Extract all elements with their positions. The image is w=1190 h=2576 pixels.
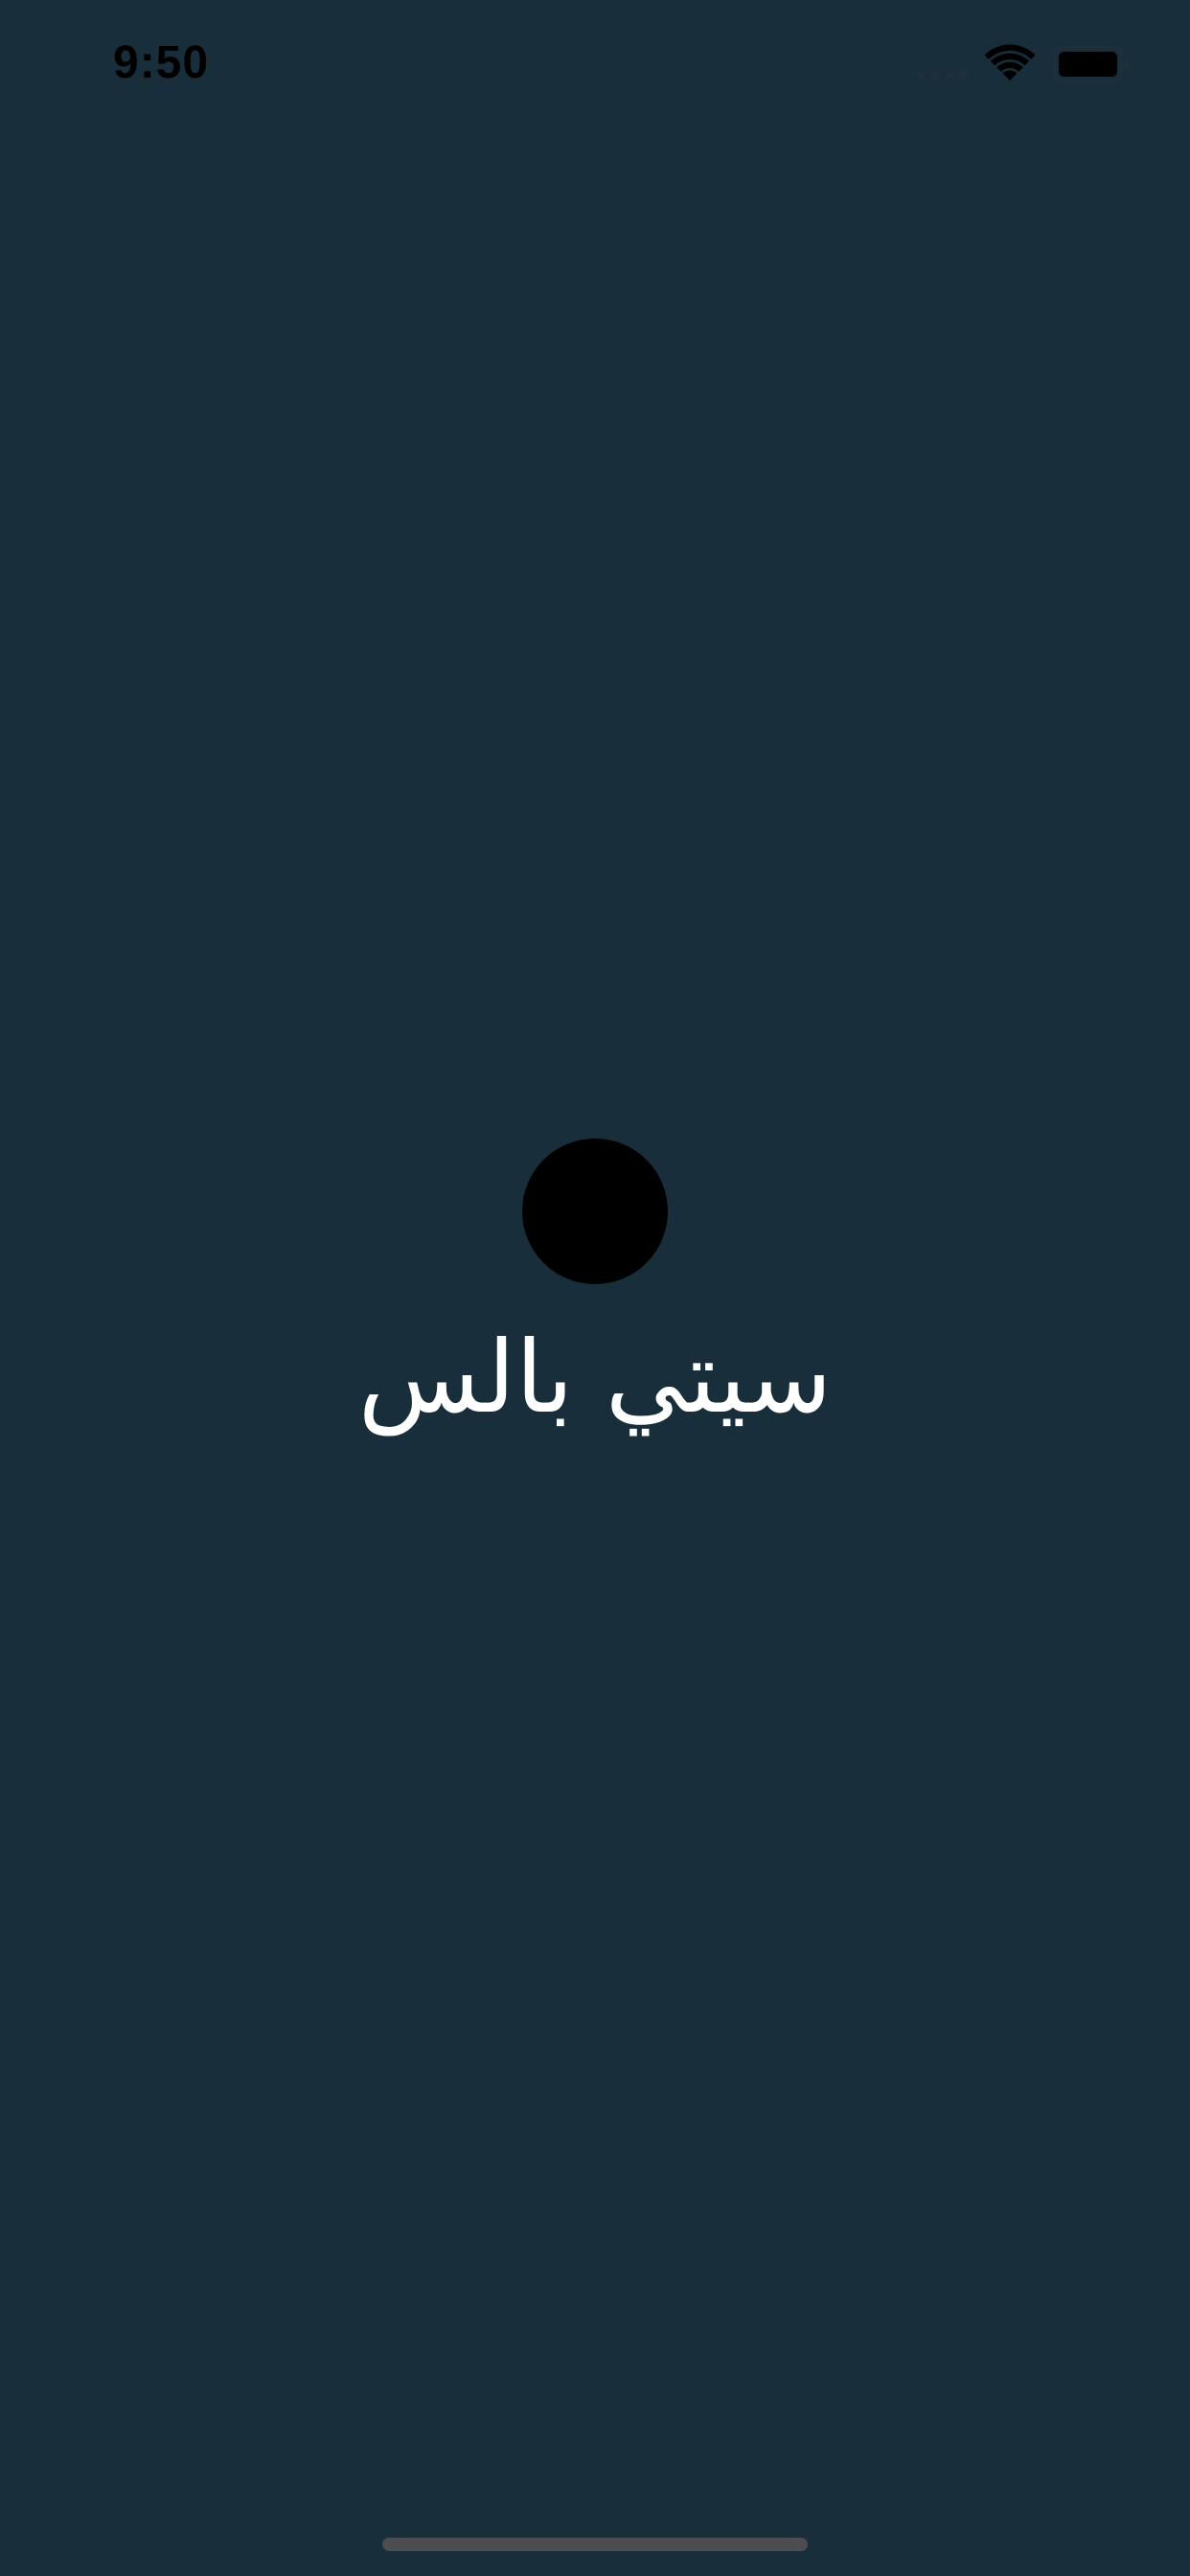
status-bar bbox=[0, 0, 1190, 134]
status-time: 9:50 bbox=[113, 37, 210, 88]
app-name-title: سيتي بالس bbox=[357, 1319, 833, 1436]
home-indicator[interactable] bbox=[382, 2538, 808, 2551]
cellular-signal-dots-icon bbox=[915, 69, 971, 80]
battery-icon bbox=[1053, 46, 1130, 82]
splash-content bbox=[0, 1131, 1190, 1457]
app-logo bbox=[522, 1138, 668, 1284]
wifi-icon bbox=[985, 44, 1035, 82]
